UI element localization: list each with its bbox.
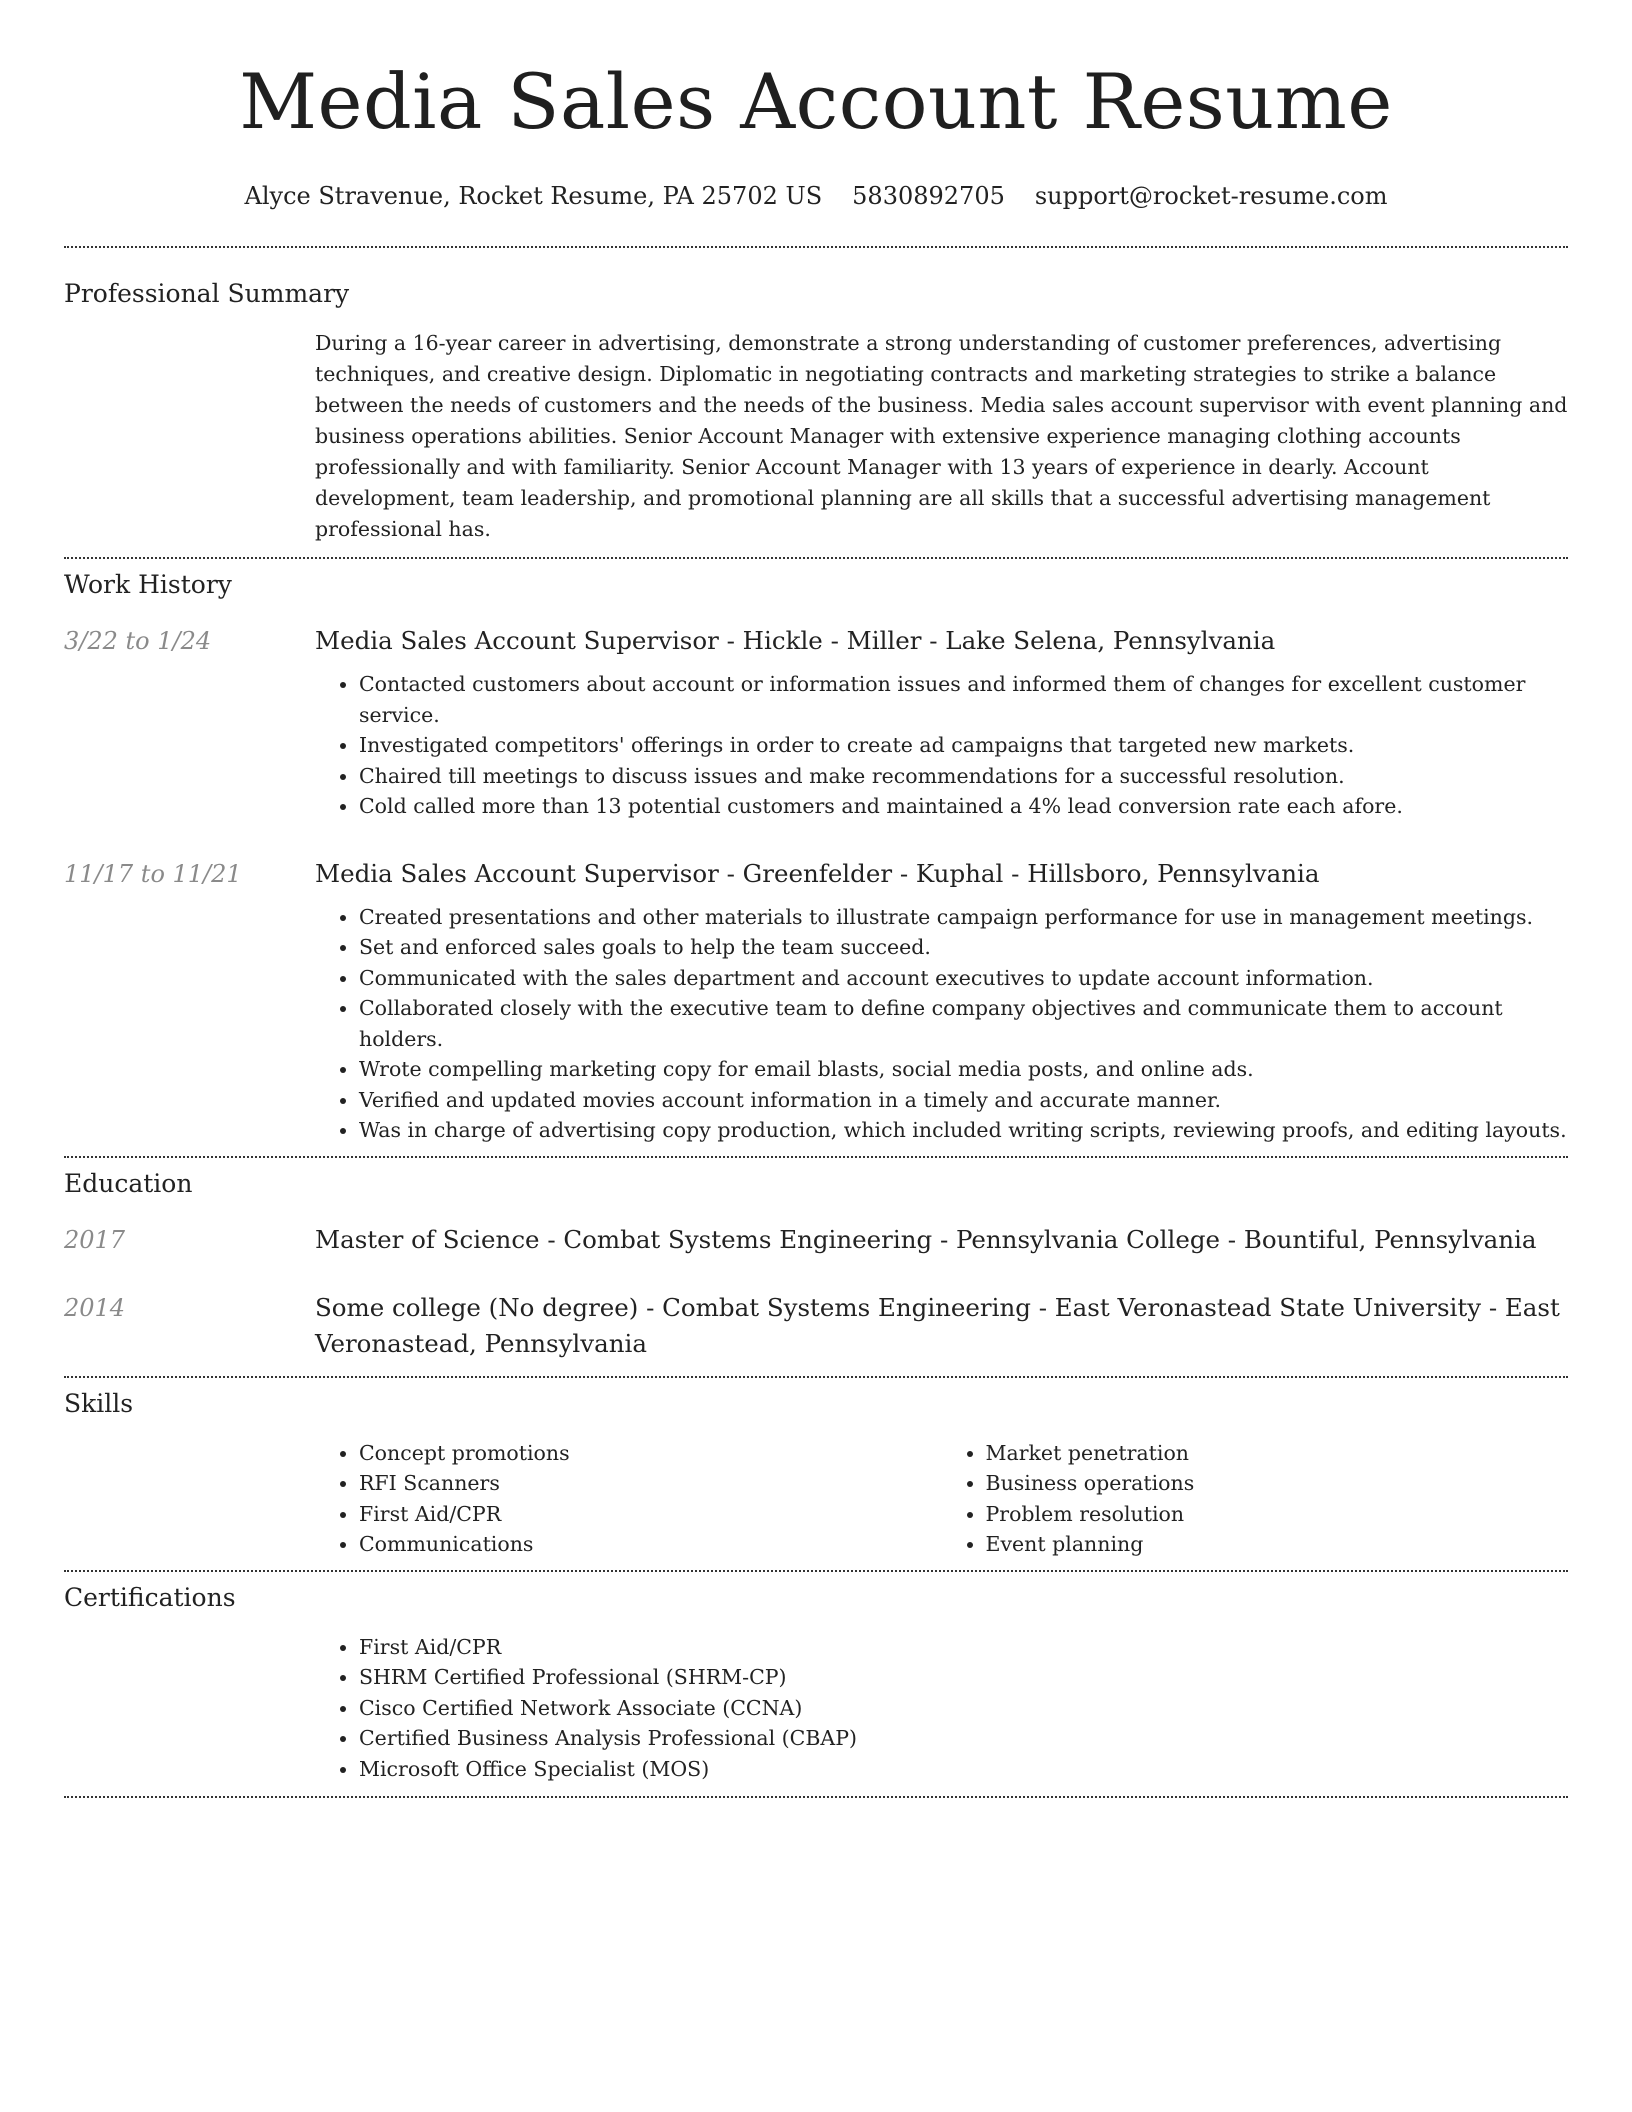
skills-list-left bbox=[315, 1438, 942, 1560]
list-item: • RFI Scanners bbox=[359, 1468, 942, 1499]
education-entry bbox=[64, 1290, 1568, 1362]
education-section bbox=[64, 1158, 1568, 1362]
education-entry bbox=[64, 1222, 1568, 1258]
list-item: • Event planning bbox=[986, 1529, 1569, 1560]
section-heading-education: Education bbox=[64, 1168, 193, 1198]
job-entry bbox=[64, 856, 1568, 1146]
contact-line bbox=[64, 180, 1568, 212]
list-item: • Communications bbox=[359, 1529, 942, 1560]
list-item: • SHRM Certified Professional (SHRM-CP) bbox=[359, 1662, 1568, 1693]
divider bbox=[64, 1796, 1568, 1798]
page-title: Media Sales Account Resume bbox=[239, 57, 1393, 146]
contact-phone: 5830892705 bbox=[852, 182, 1005, 210]
list-item: • Cold called more than 13 potential customers and maintained a 4% lead conversion rate each afore. bbox=[359, 791, 1568, 822]
list-item: • First Aid/CPR bbox=[359, 1499, 942, 1530]
job-date: 3/22 to 1/24 bbox=[64, 627, 212, 655]
list-item: • Collaborated closely with the executive team to define company objectives and communicate them to account holders. bbox=[359, 993, 1568, 1054]
list-item: • Was in charge of advertising copy production, which included writing scripts, reviewing proofs, and editing layouts. bbox=[359, 1115, 1568, 1146]
contact-address: Alyce Stravenue, Rocket Resume, PA 25702 US bbox=[244, 182, 823, 210]
list-item: • Cisco Certified Network Associate (CCNA) bbox=[359, 1693, 1568, 1724]
list-item: • Business operations bbox=[986, 1468, 1569, 1499]
skills-grid bbox=[315, 1438, 1568, 1560]
section-heading-certifications: Certifications bbox=[64, 1582, 236, 1612]
job-entry bbox=[64, 623, 1568, 822]
list-item: • Wrote compelling marketing copy for email blasts, social media posts, and online ads. bbox=[359, 1054, 1568, 1085]
list-item: • Market penetration bbox=[986, 1438, 1569, 1469]
education-date: 2017 bbox=[64, 1225, 126, 1254]
list-item: • Set and enforced sales goals to help the team succeed. bbox=[359, 932, 1568, 963]
list-item: • Concept promotions bbox=[359, 1438, 942, 1469]
education-title: Master of Science - Combat Systems Engineering - Pennsylvania College - Bountiful, Pennsylvania bbox=[315, 1224, 1537, 1254]
list-item: • Verified and updated movies account information in a timely and accurate manner. bbox=[359, 1085, 1568, 1116]
education-date: 2014 bbox=[64, 1293, 126, 1322]
list-item: • Contacted customers about account or information issues and informed them of changes for excellent customer service. bbox=[359, 669, 1568, 730]
list-item: • Investigated competitors' offerings in order to create ad campaigns that targeted new markets. bbox=[359, 730, 1568, 761]
skills-list-right bbox=[942, 1438, 1569, 1560]
list-item: • Communicated with the sales department and account executives to update account information. bbox=[359, 963, 1568, 994]
section-heading-summary: Professional Summary bbox=[64, 279, 350, 308]
list-item: • Created presentations and other materials to illustrate campaign performance for use in management meetings. bbox=[359, 902, 1568, 933]
list-item: • Problem resolution bbox=[986, 1499, 1569, 1530]
summary-text: During a 16-year career in advertising, demonstrate a strong understanding of customer preferences, advertising techniques, and creative design. Diplomatic in negotiating contracts and marketing strategies to strike a balance between the needs of customers and the needs of the business. Media sales account supervisor with event planning and business operations abilities. Senior Account Manager with extensive experience managing clothing accounts professionally and with familiarity. Senior Account Manager with 13 years of experience in dearly. Account development, team leadership, and promotional planning are all skills that a successful advertising management professional has. bbox=[315, 331, 1568, 541]
job-title: Media Sales Account Supervisor - Hickle - Miller - Lake Selena, Pennsylvania bbox=[315, 626, 1276, 655]
summary-section bbox=[64, 248, 1568, 545]
job-bullets bbox=[315, 902, 1568, 1146]
list-item: • First Aid/CPR bbox=[359, 1632, 1568, 1663]
list-item: • Microsoft Office Specialist (MOS) bbox=[359, 1754, 1568, 1785]
contact-email: support@rocket-resume.com bbox=[1034, 182, 1388, 210]
education-title: Some college (No degree) - Combat Systems Engineering - East Veronastead State University - East Veronastead, Pennsylvania bbox=[315, 1292, 1560, 1358]
list-item: • Chaired till meetings to discuss issues and make recommendations for a successful resolution. bbox=[359, 761, 1568, 792]
section-heading-skills: Skills bbox=[64, 1388, 134, 1418]
work-history-section bbox=[64, 559, 1568, 1146]
certifications-section bbox=[64, 1572, 1568, 1785]
certifications-list bbox=[315, 1632, 1568, 1785]
skills-section bbox=[64, 1378, 1568, 1560]
section-heading-work: Work History bbox=[64, 570, 232, 599]
job-bullets bbox=[315, 669, 1568, 822]
list-item: • Certified Business Analysis Professional (CBAP) bbox=[359, 1723, 1568, 1754]
job-date: 11/17 to 11/21 bbox=[64, 859, 242, 888]
job-title: Media Sales Account Supervisor - Greenfelder - Kuphal - Hillsboro, Pennsylvania bbox=[315, 858, 1320, 888]
